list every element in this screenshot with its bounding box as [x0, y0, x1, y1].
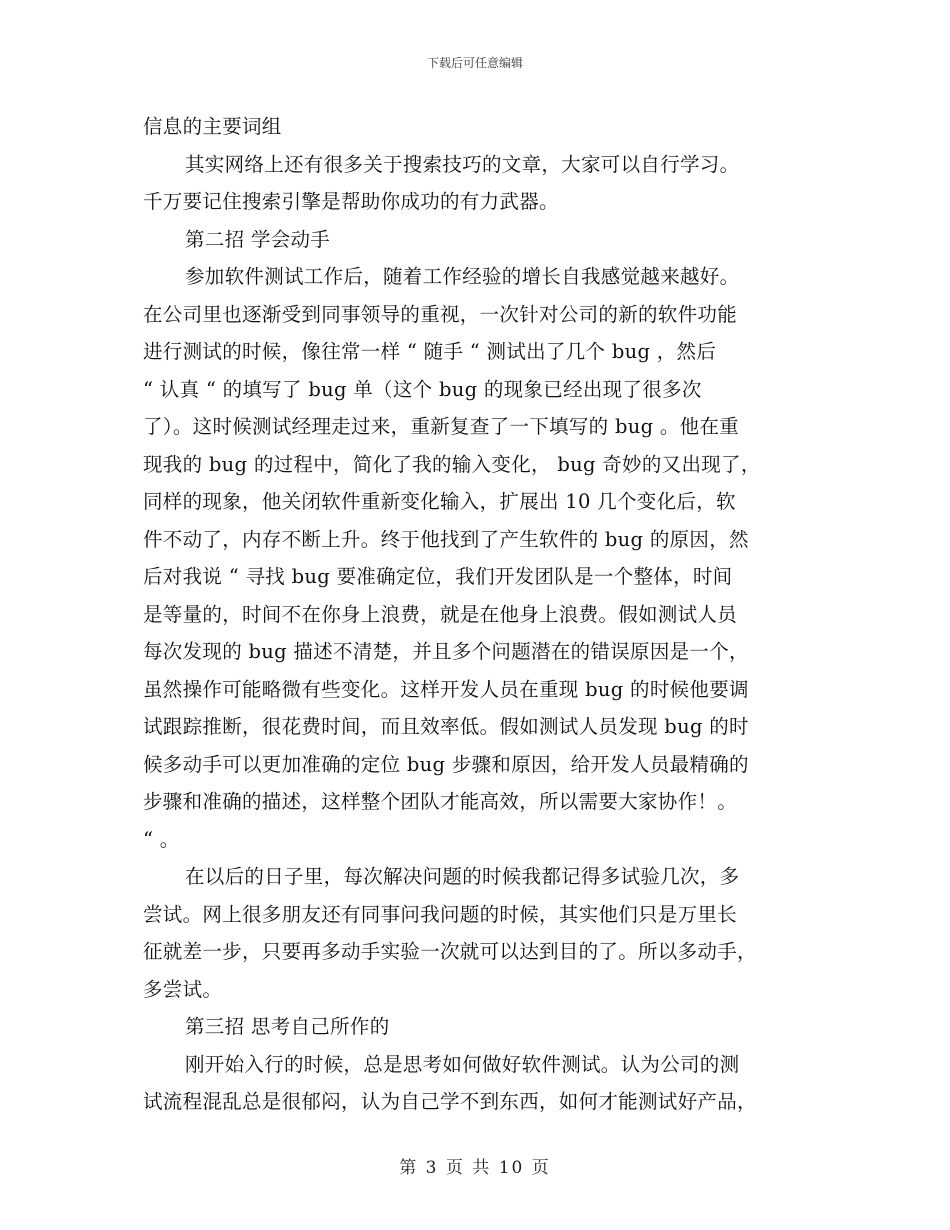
- text-line: 试流程混乱总是很郁闷，认为自己学不到东西，如何才能测试好产品，: [143, 1090, 757, 1113]
- text-line: 在公司里也逐渐受到同事领导的重视，一次针对公司的新的软件功能: [143, 302, 738, 326]
- paragraph-start-line: 其实网络上还有很多关于搜索技巧的文章，大家可以自行学习。: [185, 152, 740, 176]
- text-line: 了）。这时候测试经理走过来，重新复查了一下填写的 bug 。他在重: [143, 415, 740, 438]
- page-header: 下载后可任意编辑: [426, 56, 523, 70]
- text-line: 尝试。网上很多朋友还有同事问我问题的时候，其实他们只是万里长: [143, 902, 738, 926]
- text-line: 后对我说 “ 寻找 bug 要准确定位，我们开发团队是一个整体，时间: [143, 565, 733, 588]
- text-line: 候多动手可以更加准确的定位 bug 步骤和原因，给开发人员最精确的: [143, 752, 749, 776]
- page-footer: 第 3 页 共 10 页: [399, 1158, 551, 1178]
- text-line: 是等量的，时间不在你身上浪费，就是在他身上浪费。假如测试人员: [143, 602, 738, 626]
- text-line: 征就差一步，只要再多动手实验一次就可以达到目的了。所以多动手，: [143, 940, 757, 963]
- text-line: 多尝试。: [143, 977, 223, 1001]
- paragraph-start-line: 参加软件测试工作后，随着工作经验的增长自我感觉越来越好。: [185, 265, 740, 288]
- text-line: 步骤和准确的描述，这样整个团队才能高效，所以需要大家协作！。: [143, 790, 738, 813]
- text-line: 信息的主要词组: [143, 115, 282, 138]
- text-line: 进行测试的时候，像往常一样 “ 随手 “ 测试出了几个 bug ，然后: [143, 340, 717, 363]
- section-heading: 第三招 思考自己所作的: [185, 1015, 390, 1038]
- text-line: 千万要记住搜索引擎是帮助你成功的有力武器。: [143, 190, 559, 213]
- paragraph-start-line: 刚开始入行的时候，总是思考如何做好软件测试。认为公司的测: [185, 1052, 740, 1076]
- document-body: [143, 108, 807, 1121]
- text-line: 虽然操作可能略微有些变化。这样开发人员在重现 bug 的时候他要调: [143, 677, 749, 701]
- section-heading: 第二招 学会动手: [185, 227, 331, 251]
- text-line: 同样的现象，他关闭软件重新变化输入，扩展出 10 几个变化后，软: [143, 490, 736, 513]
- text-line: 试跟踪推断，很花费时间，而且效率低。假如测试人员发现 bug 的时: [143, 715, 749, 738]
- paragraph-start-line: 在以后的日子里，每次解决问题的时候我都记得多试验几次，多: [185, 865, 740, 888]
- text-line: 现我的 bug 的过程中，简化了我的输入变化， bug 奇妙的又出现了，: [143, 452, 761, 476]
- text-line: “ 。: [143, 827, 180, 851]
- text-line: “ 认真 “ 的填写了 bug 单（这个 bug 的现象已经出现了很多次: [143, 377, 702, 401]
- text-line: 每次发现的 bug 描述不清楚，并且多个问题潜在的错误原因是一个，: [143, 640, 749, 663]
- text-line: 件不动了，内存不断上升。终于他找到了产生软件的 bug 的原因，然: [143, 527, 749, 551]
